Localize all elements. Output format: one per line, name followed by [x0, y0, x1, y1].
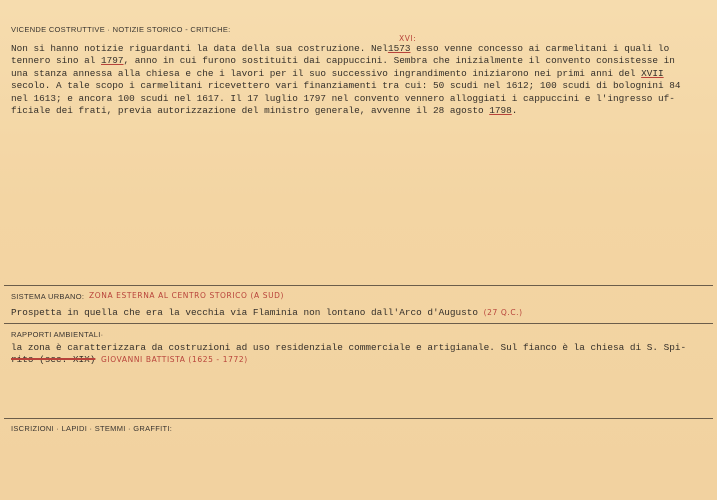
section-title-sistema-urbano: SISTEMA URBANO:: [11, 292, 85, 301]
underlined-year: 1573: [387, 43, 411, 54]
sistema-text: Prospetta in quella che era la vecchia via Flaminia non lontano dall'Arco d'Augusto (27 Q.C.): [11, 307, 523, 318]
vicende-line-1: Non si hanno notizie riguardanti la data della sua costruzione. Nel1573 esso venne concesso ai carmelitani i quali lo: [11, 43, 670, 54]
underlined-year: 1798: [489, 104, 512, 116]
section-title-vicende: VICENDE COSTRUTTIVE · NOTIZIE STORICO - CRITICHE:: [11, 25, 231, 34]
vicende-line-2: tennero sino al 1797, anno in cui furono sostituiti dai cappuccini. Sembra che inizialmente il convento consistesse in: [11, 55, 675, 67]
underlined-century: XVII: [641, 67, 664, 79]
vicende-text: [11, 43, 711, 117]
handwritten-zone-annotation: ZONA ESTERNA AL CENTRO STORICO (A SUD): [89, 291, 285, 300]
divider-line: [4, 418, 713, 419]
rapporti-text: [11, 342, 711, 367]
vicende-line-3: una stanza annessa alla chiesa e che i lavori per il suo successivo ingrandimento iniziarono nei primi anni del XVII: [11, 67, 664, 79]
vicende-line-4: secolo. A tale scopo i carmelitani ricevettero vari finanziamenti tra cui: 50 scudi nel 1612; 100 scudi di bolognini 84: [11, 80, 681, 92]
divider-line: [4, 285, 713, 286]
vicende-line-6: ficiale dei frati, previa autorizzazione del ministro generale, avvenne il 28 agosto 1798.: [11, 104, 518, 116]
underlined-year: 1797: [101, 55, 124, 67]
vicende-line-5: nel 1613; e ancora 100 scudi nel 1617. Il 17 luglio 1797 nel convento vennero alloggiati i cappuccini e l'ingresso uf-: [11, 92, 675, 104]
handwritten-reference-annotation: (27 Q.C.): [483, 308, 523, 317]
section-title-rapporti-ambientali: RAPPORTI AMBIENTALI·: [11, 330, 104, 339]
divider-line: [4, 323, 713, 324]
handwritten-church-annotation: GIOVANNI BATTISTA (1625 - 1772): [101, 355, 248, 365]
struck-text: rito (sec. XIX): [11, 354, 96, 366]
rapporti-line-2: [11, 354, 711, 366]
rapporti-line-1: la zona è caratterizzara da costruzioni ad uso residenziale commerciale e artigianale. Sul fianco è la chiesa di S. Spi-: [11, 342, 687, 353]
section-title-iscrizioni: ISCRIZIONI · LAPIDI · STEMMI · GRAFFITI:: [11, 424, 173, 433]
handwritten-century-annotation: XVI:: [399, 34, 417, 43]
